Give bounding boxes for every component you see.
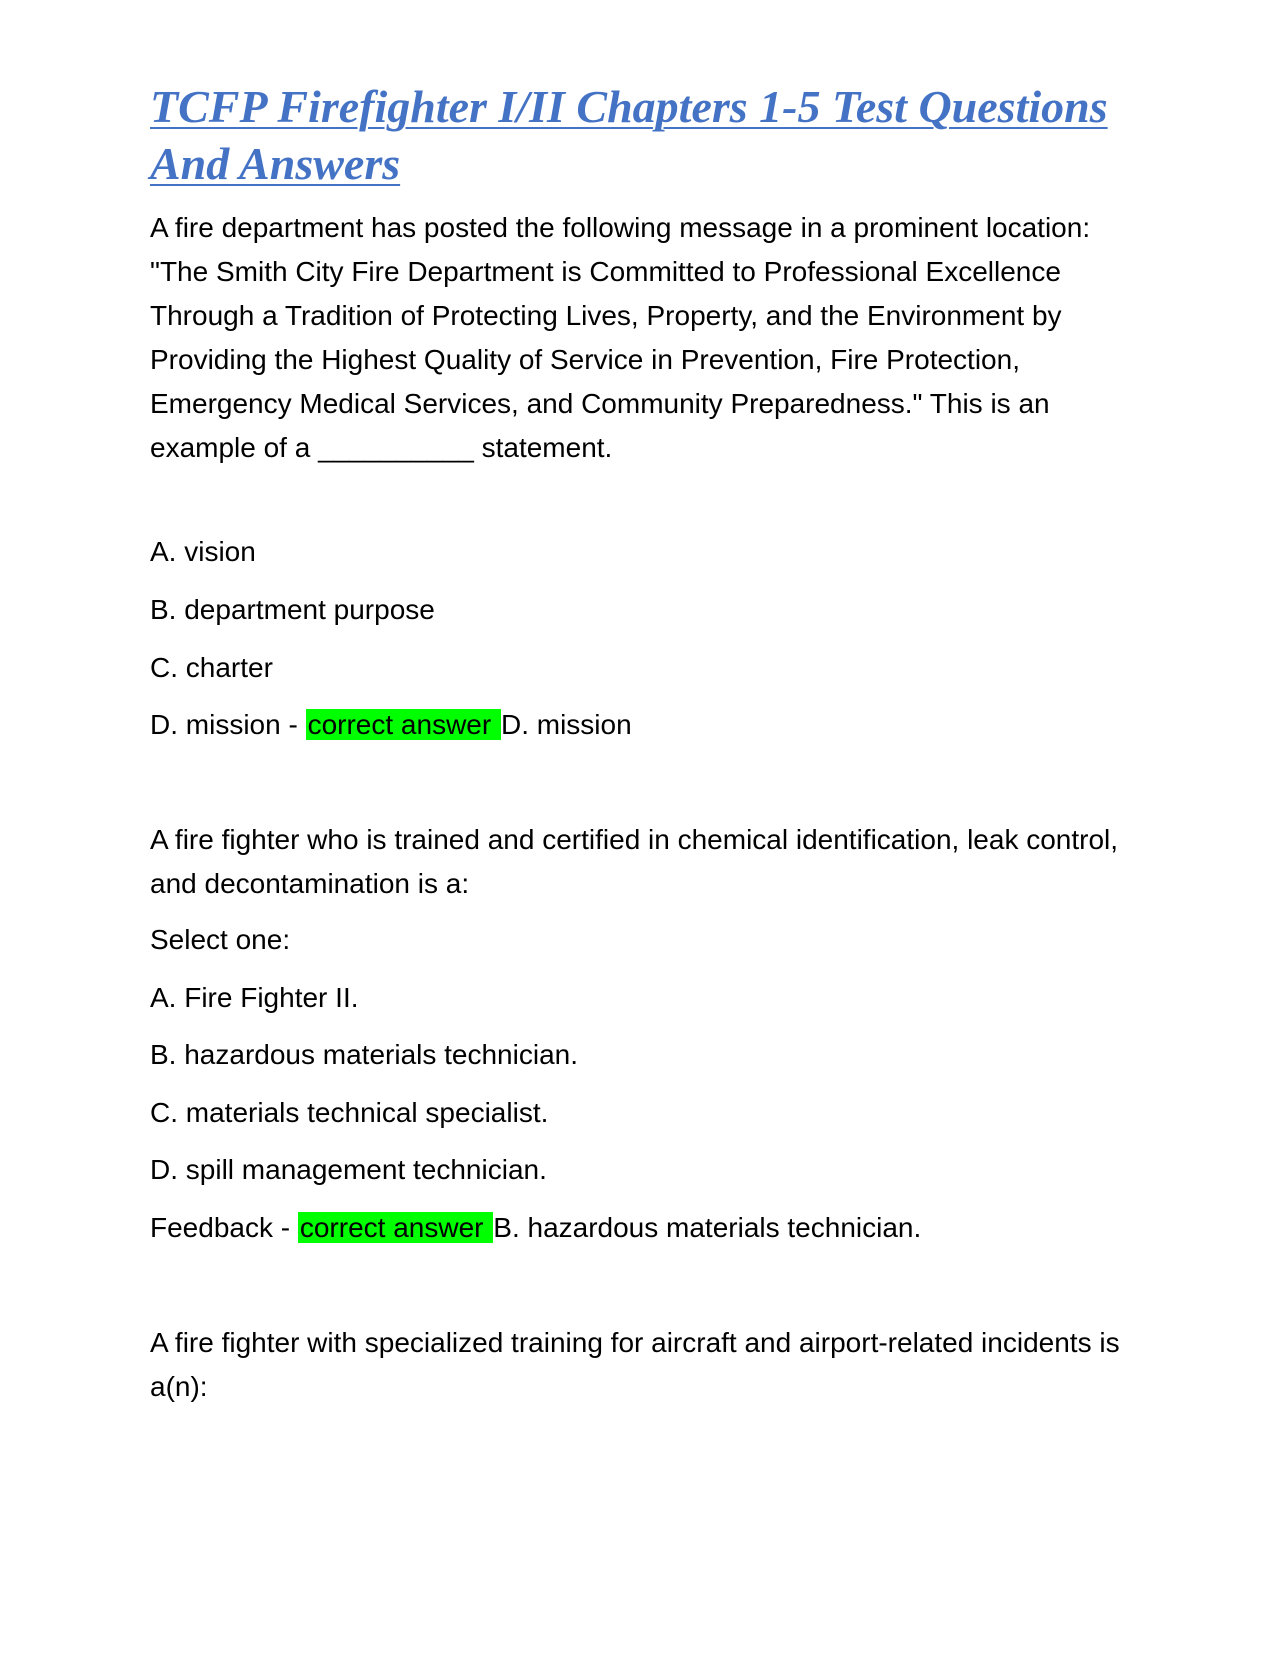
question-3-text: A fire fighter with specialized training for aircraft and airport-related incidents is a(n): [150,1327,1120,1402]
question-1-answer-value: D. mission [500,709,632,740]
question-2-option-b: B. hazardous materials technician. [150,1039,578,1070]
question-2-text: A fire fighter who is trained and certified in chemical identification, leak control, and decontamination is a: [150,824,1119,899]
correct-answer-highlight: correct answer [299,1212,492,1243]
question-1-option-b: B. department purpose [150,594,435,625]
question-2-select-label: Select one: [150,924,291,955]
question-2-answer-prefix: Feedback - [150,1212,298,1243]
question-1-answer-line [150,703,632,747]
question-2-option-a: A. Fire Fighter II. [150,982,359,1013]
question-2-option-c: C. materials technical specialist. [150,1097,549,1128]
question-2-answer-line [150,1206,921,1250]
question-2-option-d: D. spill management technician. [150,1154,547,1185]
question-1-answer-prefix: D. mission - [150,709,306,740]
question-1-option-c: C. charter [150,652,273,683]
question-1-text: A fire department has posted the following message in a prominent location: "The Smith City Fire Department is Committed to Professional Excellence Through a Tradition of Protecting Lives, Property, and the Environment by Providing the Highest Quality of Service in Prevention, Fire Protection, Emergency Medical Services, and Community Preparedness." This is an example of a __________ statement. [150,212,1091,463]
question-1-option-a: A. vision [150,536,256,567]
correct-answer-highlight: correct answer [307,709,499,740]
question-2-answer-value: B. hazardous materials technician. [493,1212,922,1243]
document-title: TCFP Firefighter I/II Chapters 1-5 Test Questions And Answers [150,81,1108,189]
